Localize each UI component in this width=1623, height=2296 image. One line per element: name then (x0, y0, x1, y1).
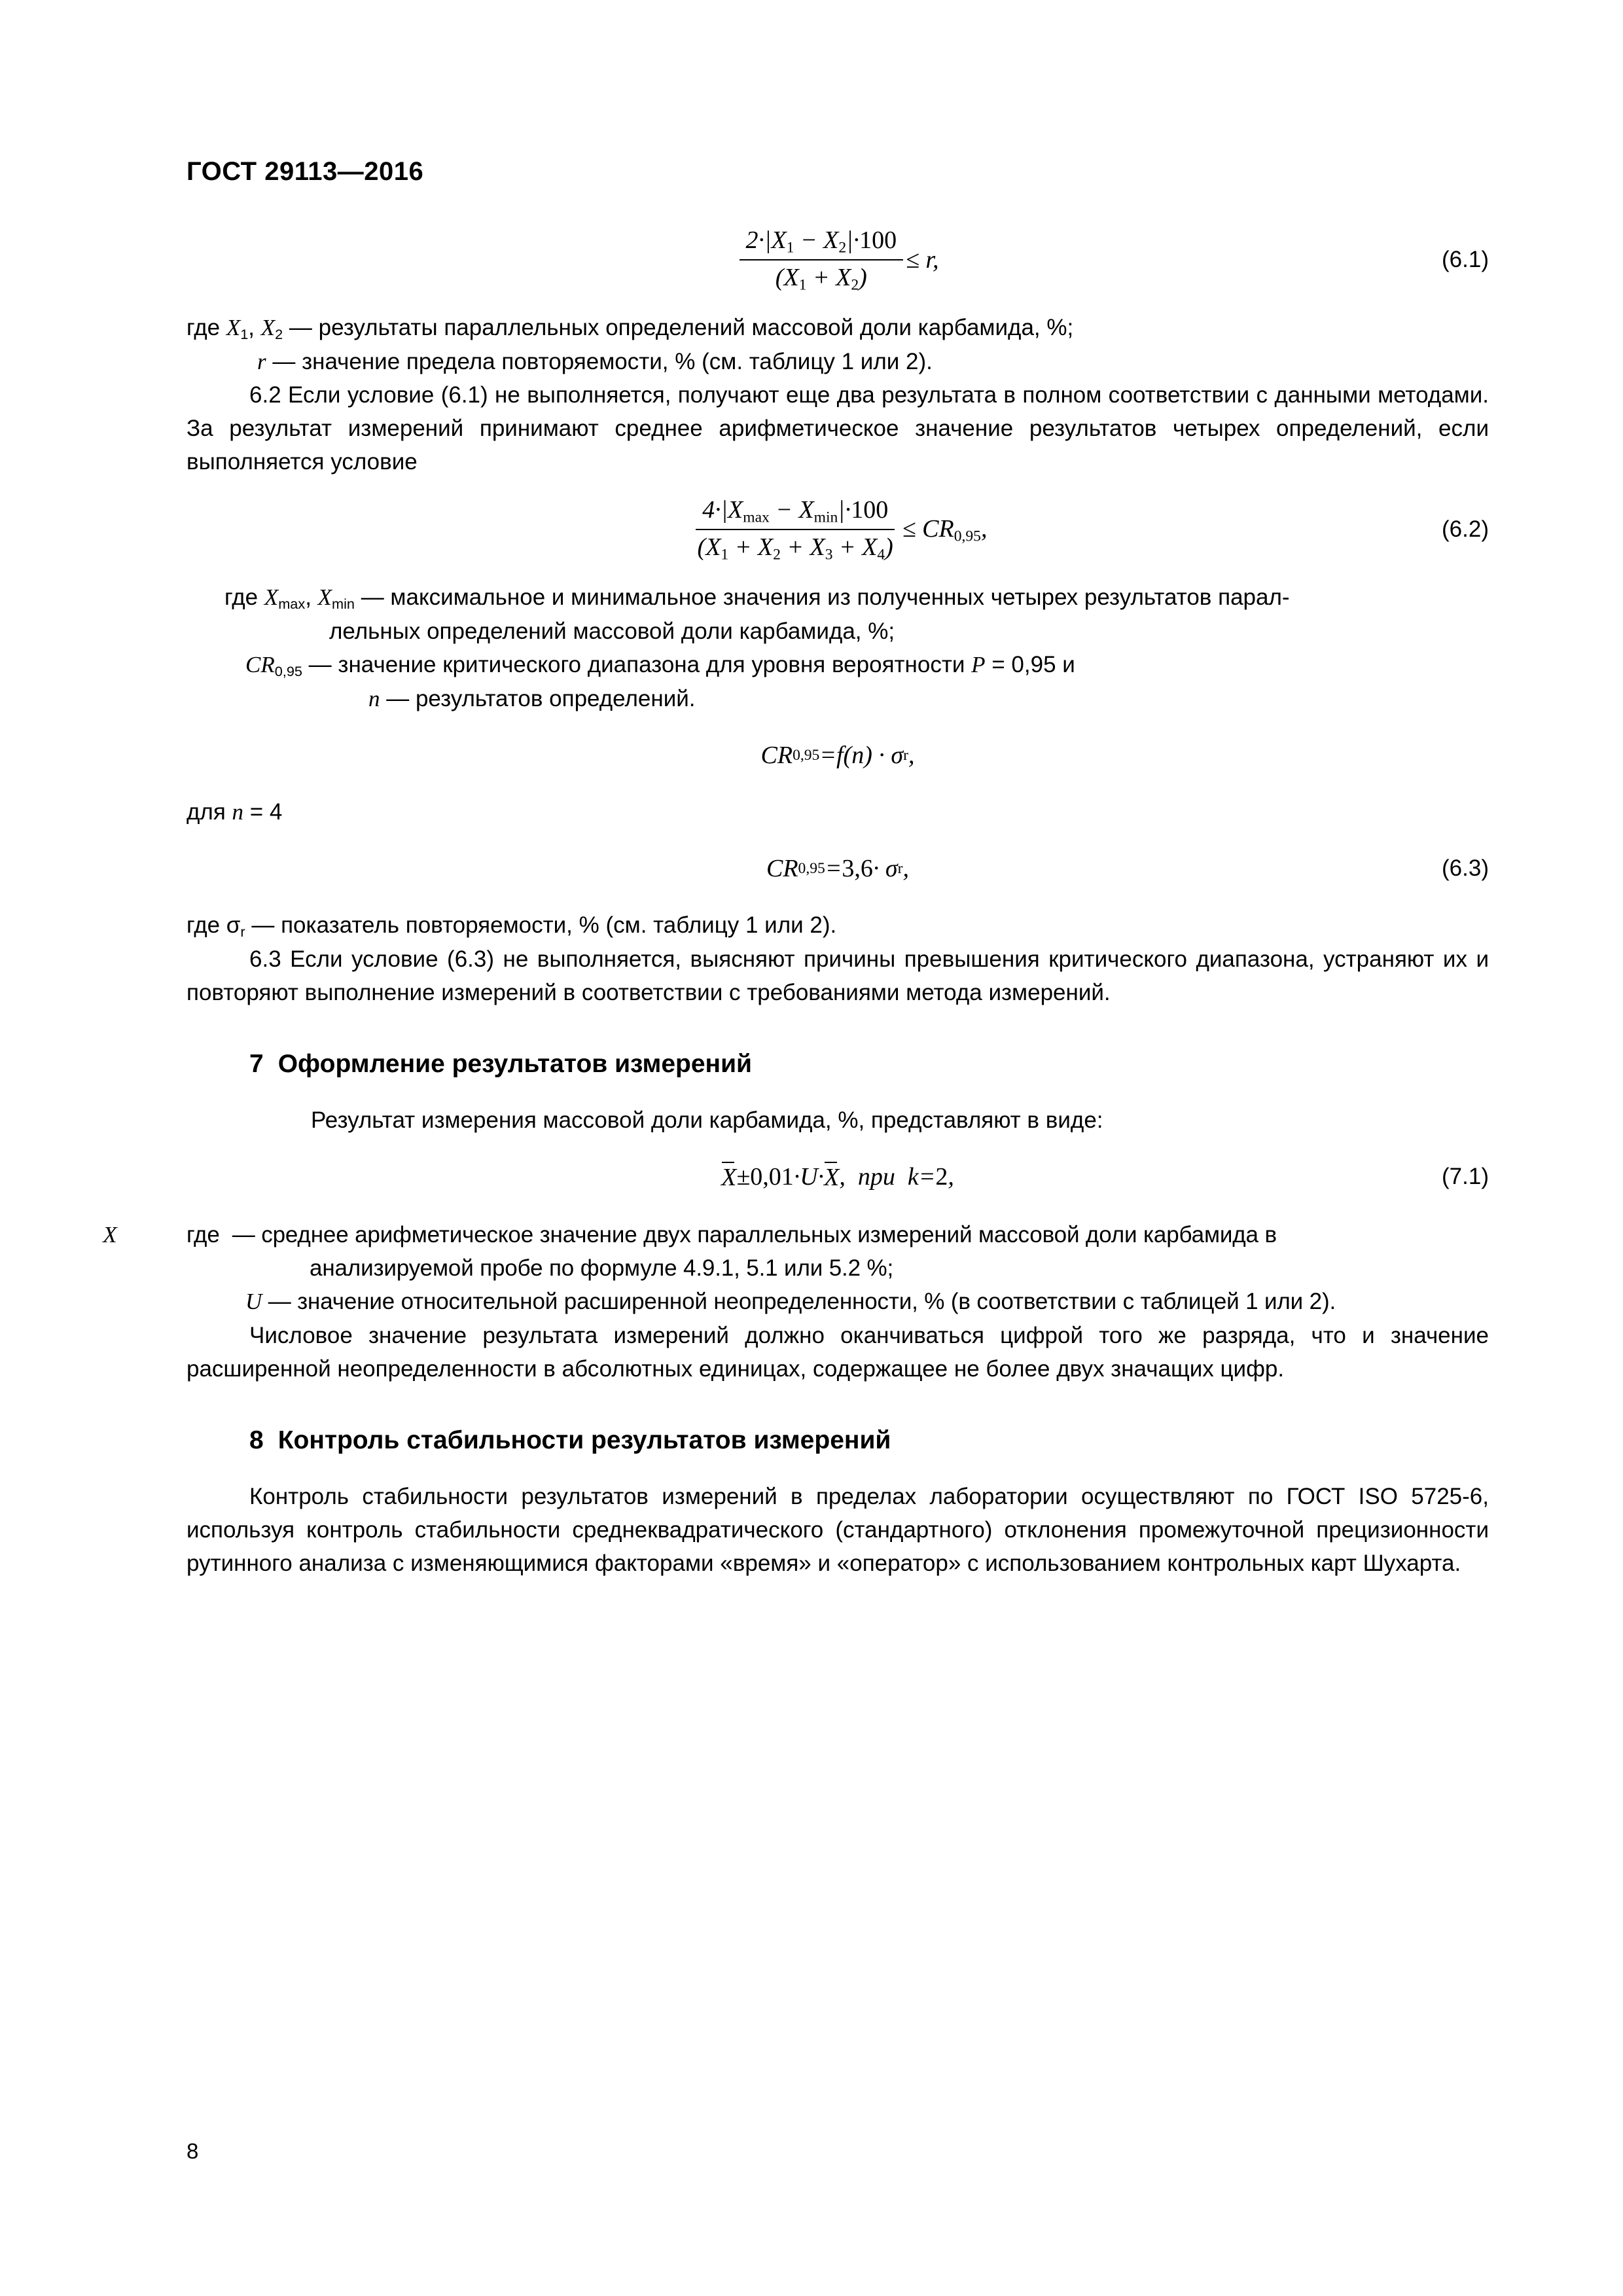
equation-6-2-fraction (691, 495, 900, 564)
page-content (103, 157, 1489, 1580)
where-xmax-xmin: где $X_{max}$, $X_{min}$ — максимальное и минимальное значения из полученных четырех результатов парал- лельных определений массовой доли карбамида, %; (224, 584, 1290, 645)
where-cr095: $CR_{0,95}$ — значение критического диапазона для уровня вероятности P = 0,95 и (245, 652, 1075, 680)
page-number: 8 (187, 2139, 199, 2163)
where-u: U — значение относительной расширенной неопределенности, % (в соответствии с таблицей 1 или 2). (245, 1289, 1336, 1315)
section-7-note: Числовое значение результата измерений должно оканчиваться цифрой того же разряда, что и значение расширенной неопределенности в абсолютных единицах, содержащее не более двух значащих цифр. (187, 1322, 1489, 1382)
equation-6-1-numerator: $2\cdot|X_1 - X_2|\cdot 100$ (740, 226, 904, 260)
equation-7-1-body: X ± 0,01 · U · X , при k = 2 , (721, 1163, 954, 1192)
section-7-intro: Результат измерения массовой доли карбамида, %, представляют в виде: (311, 1107, 1103, 1134)
equation-6-1-number: (6.1) (1442, 247, 1489, 273)
equation-6-2-denominator: $(X_1 + X_2 + X_3 + X_4)$ (697, 533, 893, 564)
where-n: n — результатов определений. (368, 686, 696, 712)
equation-6-1-denominator: $(X_1 + X_2)$ (775, 263, 867, 294)
section-8-paragraph: Контроль стабильности результатов измерений в пределах лаборатории осуществляют по ГОСТ ISO 5725-6, используя контроль стабильности среднеквадратического (стандартного) отклонения промежуточной прецизионности рутинного анализа с изменяющимися факторами «время» и «оператор» с использованием контрольных карт Шухарта. (187, 1483, 1489, 1576)
equation-6-3 (187, 846, 1489, 891)
equation-6-3-body: CR 0,95 = 3,6 · σ r , (766, 855, 910, 883)
section-8-heading (187, 1426, 1489, 1455)
equation-6-1-body (737, 226, 939, 294)
document-header: ГОСТ 29113—2016 (187, 157, 424, 186)
equation-6-3-number: (6.3) (1442, 855, 1489, 882)
equation-6-1 (187, 226, 1489, 294)
equation-6-2-numerator: $4\cdot|X_{max} - X_{min}|\cdot 100$ (696, 495, 895, 530)
equation-cr-function-body: CR 0,95 = f ( n ) · σ r , (760, 742, 915, 770)
where-r: r — значение предела повторяемости, % (см. таблицу 1 или 2). (257, 348, 933, 374)
section-8-number: 8 (249, 1426, 264, 1454)
equation-6-2-relation: ≤ $CR_{0,95}$, (902, 514, 988, 545)
equation-6-1-relation: ≤ r, (906, 246, 939, 274)
where-x1-x2: где $X_1$, $X_2$ — результаты параллельных определений массовой доли карбамида, %; (187, 315, 1074, 343)
section-7-number: 7 (249, 1050, 264, 1079)
equation-6-2 (187, 495, 1489, 564)
section-8-title: Контроль стабильности результатов измерений (277, 1426, 891, 1454)
equation-6-2-body (688, 495, 988, 564)
equation-cr-function (187, 732, 1489, 778)
for-n-equals-4: для n = 4 (187, 799, 283, 825)
section-7-title: Оформление результатов измерений (277, 1050, 753, 1079)
section-7-heading (187, 1050, 1489, 1079)
equation-7-1 (187, 1154, 1489, 1200)
paragraph-6-2: 6.2 Если условие (6.1) не выполняется, получают еще два результата в полном соответствии с данными методами. За результат измерений принимают среднее арифметическое значение результатов четырех определений, если выполняется условие (187, 382, 1489, 475)
equation-6-1-fraction (740, 226, 904, 294)
equation-7-1-number: (7.1) (1442, 1164, 1489, 1190)
where-x-mean: где X — среднее арифметическое значение двух параллельных измерений массовой доли карбамида в анализируемой пробе по формуле 4.9.1, 5.1 или 5.2 %; (103, 1222, 1277, 1282)
paragraph-6-3: 6.3 Если условие (6.3) не выполняется, выясняют причины превышения критического диапазона, устраняют их и повторяют выполнение измерений в соответствии с требованиями метода измерений. (187, 946, 1489, 1006)
where-sigma-r: где $\sigma_r$ — показатель повторяемости, % (см. таблицу 1 или 2). (187, 912, 837, 941)
equation-6-2-number: (6.2) (1442, 516, 1489, 543)
